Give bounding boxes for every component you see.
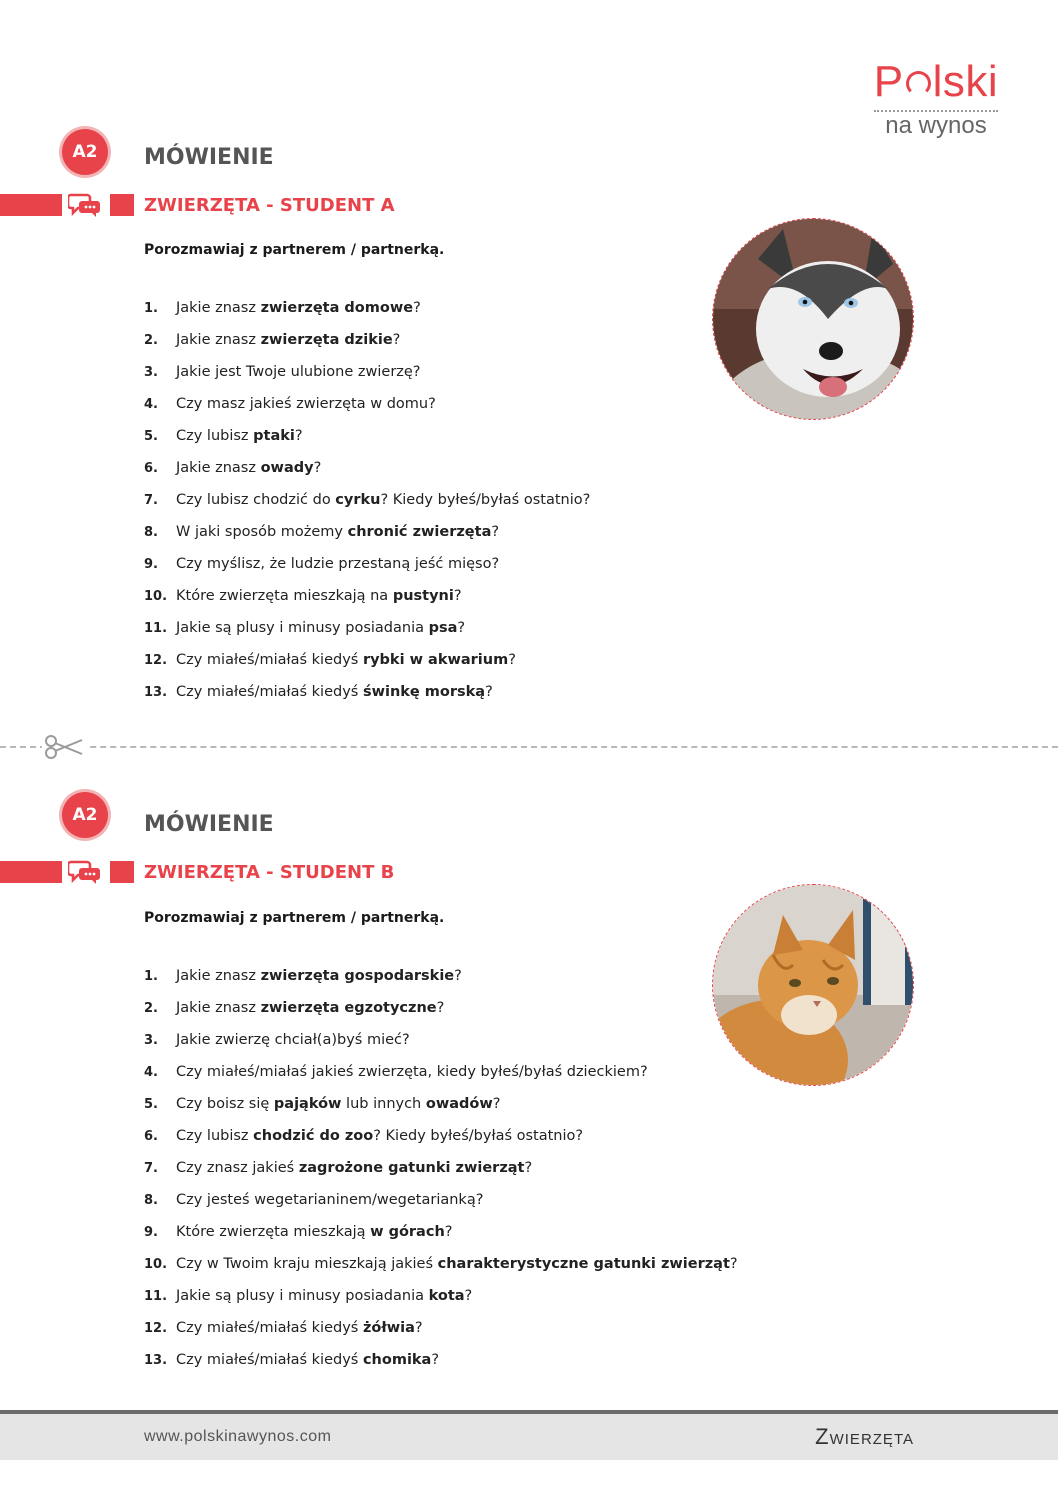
question-keyword: chodzić do zoo <box>253 1128 374 1144</box>
question-text: Jakie są plusy i minusy posiadania <box>176 1288 429 1304</box>
question-text: Jakie jest Twoje ulubione zwierzę? <box>176 364 421 380</box>
question-item <box>144 1253 738 1285</box>
question-text: ? <box>524 1160 533 1176</box>
question-item <box>144 1125 738 1157</box>
question-keyword: ptaki <box>253 428 295 444</box>
accent-band <box>0 861 62 883</box>
question-number: 3. <box>144 365 158 380</box>
question-text: ? Kiedy byłeś/byłaś ostatnio? <box>380 492 591 508</box>
question-keyword: chomika <box>362 1352 432 1368</box>
question-item <box>144 1093 738 1125</box>
question-text: ? <box>294 428 303 444</box>
question-number: 11. <box>144 1289 168 1304</box>
question-text: Jakie znasz <box>176 332 261 348</box>
question-number: 7. <box>144 1161 158 1176</box>
question-text: ? <box>457 620 466 636</box>
question-text: ? Kiedy byłeś/byłaś ostatnio? <box>373 1128 584 1144</box>
question-text: Jakie znasz <box>176 460 261 476</box>
question-text: Czy boisz się <box>176 1096 274 1112</box>
question-keyword: kota <box>428 1288 465 1304</box>
question-item <box>144 521 590 553</box>
question-number: 5. <box>144 429 158 444</box>
question-item <box>144 1317 738 1349</box>
question-text: W jaki sposób możemy <box>176 524 348 540</box>
question-number: 2. <box>144 1001 158 1016</box>
question-item <box>144 553 590 585</box>
question-text: ? <box>436 1000 445 1016</box>
question-keyword: zwierzęta dzikie <box>260 332 393 348</box>
question-text: ? <box>454 968 462 984</box>
question-item <box>144 361 590 393</box>
question-number: 8. <box>144 1193 158 1208</box>
logo-letters: lski <box>932 57 999 106</box>
question-number: 6. <box>144 461 158 476</box>
question-text: Czy lubisz <box>176 428 254 444</box>
question-text: Czy miałeś/miałaś kiedyś <box>176 684 363 700</box>
question-text: Jakie znasz <box>176 300 261 316</box>
question-text: ? <box>431 1352 440 1368</box>
logo-letter-p: P <box>873 57 904 106</box>
question-keyword: zwierzęta gospodarskie <box>260 968 455 984</box>
question-number: 6. <box>144 1129 158 1144</box>
question-item <box>144 649 590 681</box>
question-keyword: zwierzęta egzotyczne <box>260 1000 437 1016</box>
footer-url[interactable]: www.polskinawynos.com <box>144 1428 332 1445</box>
question-item <box>144 457 590 489</box>
page-footer <box>0 1414 1058 1460</box>
question-number: 13. <box>144 685 168 700</box>
question-number: 5. <box>144 1097 158 1112</box>
question-keyword: w górach <box>370 1224 445 1240</box>
accent-square <box>110 861 134 883</box>
question-item <box>144 393 590 425</box>
level-badge: A2 <box>62 792 108 838</box>
question-text: ? <box>313 460 322 476</box>
question-text: Czy miałeś/miałaś kiedyś <box>176 1352 363 1368</box>
question-number: 1. <box>144 969 158 984</box>
question-keyword: żółwia <box>362 1320 415 1336</box>
question-text: ? <box>485 684 493 700</box>
question-keyword: rybki w akwarium <box>362 652 509 668</box>
chat-bubbles-icon <box>68 859 102 885</box>
question-text: Czy jesteś wegetarianinem/wegetarianką? <box>176 1192 484 1208</box>
question-text: Czy miałeś/miałaś kiedyś <box>176 1320 363 1336</box>
question-text: Czy lubisz <box>176 1128 254 1144</box>
question-item <box>144 425 590 457</box>
question-number: 7. <box>144 493 158 508</box>
instruction-text: Porozmawiaj z partnerem / partnerką. <box>144 910 445 926</box>
question-number: 2. <box>144 333 158 348</box>
section-subtitle: ZWIERZĘTA - STUDENT A <box>144 195 395 216</box>
question-list <box>144 965 738 1381</box>
question-item <box>144 965 738 997</box>
scissors-icon <box>42 732 86 762</box>
brand-logo <box>868 58 1004 140</box>
question-text: Czy znasz jakieś <box>176 1160 299 1176</box>
question-keyword: świnkę morską <box>362 684 486 700</box>
question-item <box>144 1029 738 1061</box>
question-item <box>144 585 590 617</box>
level-badge: A2 <box>62 129 108 175</box>
question-item <box>144 1061 738 1093</box>
chat-bubbles-icon <box>68 192 102 218</box>
section-heading: MÓWIENIE <box>144 812 274 837</box>
question-item <box>144 681 590 713</box>
footer-title: Zwierzęta <box>815 1424 914 1449</box>
question-item <box>144 1349 738 1381</box>
question-item <box>144 997 738 1029</box>
question-text: Jakie zwierzę chciał(a)byś mieć? <box>176 1032 410 1048</box>
question-item <box>144 1221 738 1253</box>
question-text: ? <box>491 524 500 540</box>
question-keyword: psa <box>428 620 458 636</box>
question-item <box>144 617 590 649</box>
question-keyword: pająków <box>273 1096 342 1112</box>
question-keyword: cyrku <box>335 492 381 508</box>
question-keyword: chronić zwierzęta <box>347 524 492 540</box>
question-text: lub innych <box>341 1096 426 1112</box>
question-text: ? <box>414 1320 423 1336</box>
question-item <box>144 1157 738 1189</box>
question-number: 1. <box>144 301 158 316</box>
question-text: ? <box>453 588 462 604</box>
question-item <box>144 489 590 521</box>
question-text: Jakie znasz <box>176 968 261 984</box>
question-text: Czy miałeś/miałaś jakieś zwierzęta, kiedy byłeś/byłaś dzieckiem? <box>176 1064 648 1080</box>
husky-dog-photo <box>712 218 914 420</box>
accent-square <box>110 194 134 216</box>
question-text: ? <box>392 332 401 348</box>
question-item <box>144 1189 738 1221</box>
question-item <box>144 297 590 329</box>
question-item <box>144 329 590 361</box>
logo-o-mark <box>906 71 931 96</box>
question-keyword: charakterystyczne gatunki zwierząt <box>437 1256 730 1272</box>
question-text: Czy w Twoim kraju mieszkają jakieś <box>176 1256 438 1272</box>
question-number: 10. <box>144 1257 168 1272</box>
question-number: 10. <box>144 589 168 604</box>
question-number: 9. <box>144 557 158 572</box>
question-number: 11. <box>144 621 168 636</box>
question-number: 4. <box>144 397 158 412</box>
question-number: 3. <box>144 1033 158 1048</box>
section-heading: MÓWIENIE <box>144 145 274 170</box>
question-keyword: zwierzęta domowe <box>260 300 414 316</box>
question-keyword: owady <box>260 460 314 476</box>
question-text: Czy lubisz chodzić do <box>176 492 336 508</box>
question-number: 12. <box>144 653 168 668</box>
question-text: Jakie są plusy i minusy posiadania <box>176 620 429 636</box>
question-number: 13. <box>144 1353 168 1368</box>
question-item <box>144 1285 738 1317</box>
question-keyword: pustyni <box>392 588 454 604</box>
question-number: 4. <box>144 1065 158 1080</box>
question-number: 9. <box>144 1225 158 1240</box>
question-text: ? <box>492 1096 501 1112</box>
question-keyword: owadów <box>425 1096 493 1112</box>
cut-line <box>0 746 1058 748</box>
section-subtitle: ZWIERZĘTA - STUDENT B <box>144 862 395 883</box>
question-text: Czy myślisz, że ludzie przestaną jeść mięso? <box>176 556 500 572</box>
question-text: Jakie znasz <box>176 1000 261 1016</box>
question-text: ? <box>413 300 421 316</box>
logo-wordmark <box>868 58 1004 106</box>
question-text: ? <box>464 1288 473 1304</box>
instruction-text: Porozmawiaj z partnerem / partnerką. <box>144 242 445 258</box>
question-text: Czy masz jakieś zwierzęta w domu? <box>176 396 436 412</box>
accent-band <box>0 194 62 216</box>
logo-subtitle: na wynos <box>885 112 987 139</box>
question-number: 12. <box>144 1321 168 1336</box>
question-text: ? <box>508 652 516 668</box>
question-text: Które zwierzęta mieszkają na <box>176 588 393 604</box>
question-keyword: zagrożone gatunki zwierząt <box>298 1160 525 1176</box>
question-text: ? <box>729 1256 738 1272</box>
question-list <box>144 297 590 713</box>
question-number: 8. <box>144 525 158 540</box>
question-text: ? <box>444 1224 453 1240</box>
question-text: Które zwierzęta mieszkają <box>176 1224 371 1240</box>
question-text: Czy miałeś/miałaś kiedyś <box>176 652 363 668</box>
ginger-cat-photo <box>712 884 914 1086</box>
